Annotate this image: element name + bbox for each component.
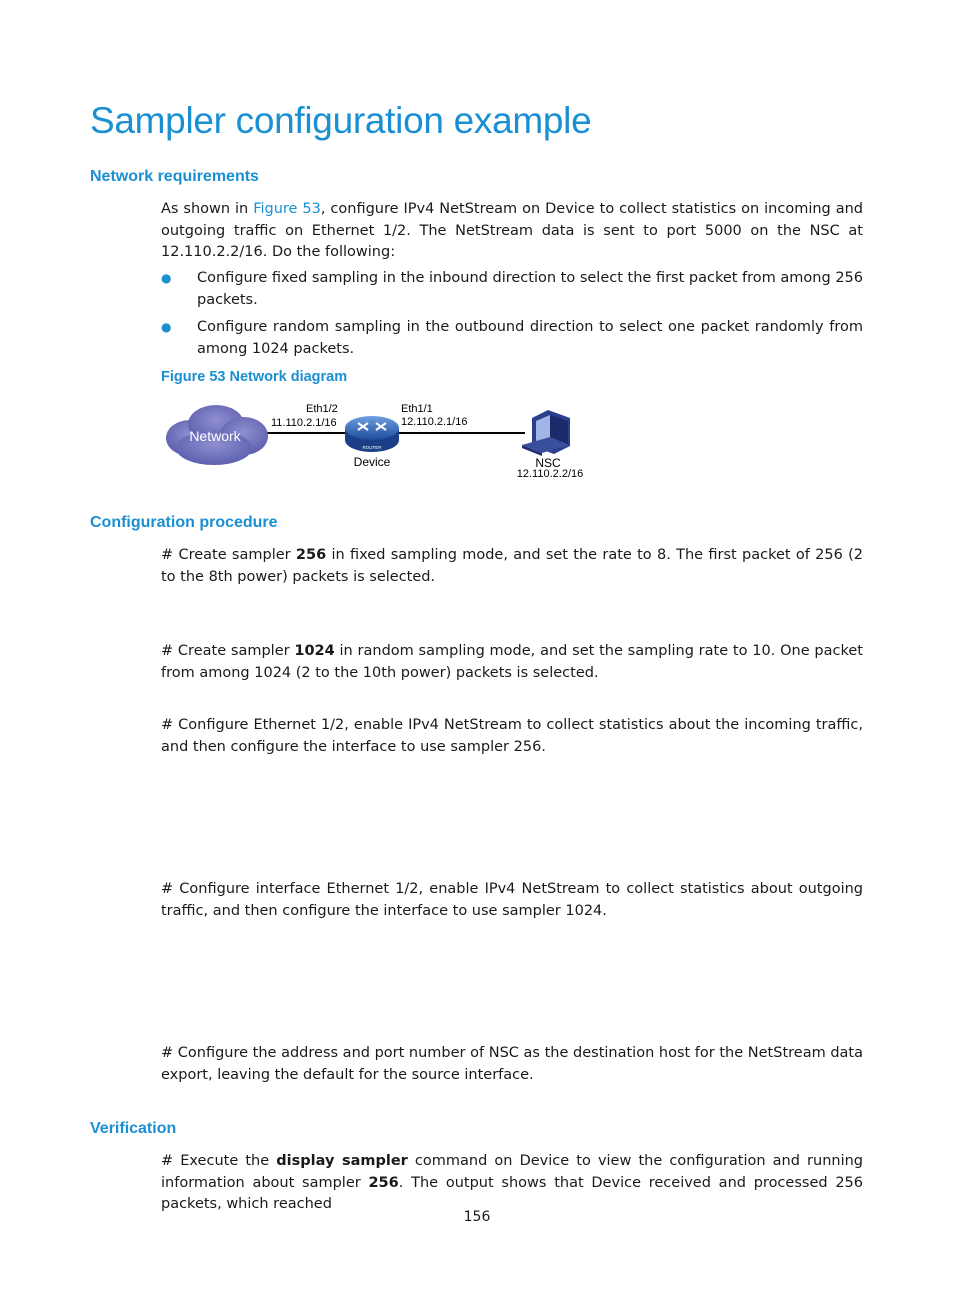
verification-text: # Execute the — [161, 1153, 277, 1169]
heading-network-requirements: Network requirements — [90, 168, 259, 185]
list-item — [161, 268, 863, 311]
network-diagram — [150, 390, 620, 490]
step-text: # Create sampler — [161, 547, 296, 563]
eth12-ip: 11.110.2.1/16 — [271, 417, 337, 429]
verification-text: . The output shows that Device received and processed 256 packets, which reached — [161, 1174, 863, 1212]
sampler-256-name: 256 — [295, 547, 327, 563]
intro-text-after: , configure IPv4 NetStream on Device to collect statistics on incoming and outgoing traffic on Ethernet 1/2. The NetStream data is sent to port 5000 on the NSC at 12.110.2.2/16. Do the following: — [161, 201, 863, 260]
eth11-label: Eth1/1 — [401, 403, 433, 415]
step-create-sampler-1024 — [161, 641, 863, 684]
router-badge: ROUTER — [362, 445, 382, 450]
eth11-ip: 12.110.2.1/16 — [401, 416, 468, 428]
step-create-sampler-256 — [161, 545, 863, 588]
list-item-text: Configure fixed sampling in the inbound direction to select the first packet from among 256 packets. — [197, 270, 863, 308]
nsc-ip: 12.110.2.2/16 — [516, 468, 584, 480]
page-title: Sampler configuration example — [90, 100, 592, 141]
step-configure-outbound: # Configure interface Ethernet 1/2, enable IPv4 NetStream to collect statistics about outgoing traffic, and then configure the interface to use sampler 1024. — [161, 881, 863, 919]
intro-paragraph — [161, 199, 863, 264]
display-sampler-command: display sampler — [276, 1153, 408, 1169]
heading-configuration-procedure: Configuration procedure — [90, 514, 278, 531]
step-configure-inbound: # Configure Ethernet 1/2, enable IPv4 NetStream to collect statistics about the incoming traffic, and then configure the interface to use sampler 256. — [161, 717, 863, 755]
intro-text-before: As shown in — [161, 201, 254, 217]
network-label: Network — [189, 428, 241, 444]
verification-text: command on Device to view the configuration and running information about sampler — [161, 1153, 863, 1191]
step-text: in random sampling mode, and set the sampling rate to 10. One packet from among 1024 (2 to the 10th power) packets is selected. — [161, 643, 863, 681]
figure-53-link[interactable]: Figure 53 — [253, 201, 321, 217]
verification-paragraph — [161, 1151, 863, 1216]
heading-verification: Verification — [90, 1120, 177, 1137]
device-label: Device — [353, 455, 391, 469]
bullet-dot-icon: ● — [161, 320, 172, 334]
nsc-label: NSC — [535, 456, 561, 470]
eth12-label: Eth1/2 — [306, 403, 338, 415]
bullet-dot-icon: ● — [161, 271, 172, 285]
sampler-1024-name: 1024 — [294, 643, 335, 659]
step-text: # Create sampler — [161, 643, 295, 659]
page-number: 156 — [463, 1209, 491, 1225]
sampler-256-ref: 256 — [368, 1174, 399, 1191]
list-item — [161, 317, 863, 360]
step-text: in fixed sampling mode, and set the rate to 8. The first packet of 256 (2 to the 8th power) packets is selected. — [161, 547, 863, 585]
list-item-text: Configure random sampling in the outbound direction to select one packet randomly from among 1024 packets. — [197, 319, 863, 357]
figure-caption: Figure 53 Network diagram — [161, 369, 348, 385]
step-configure-export-host: # Configure the address and port number of NSC as the destination host for the NetStream data export, leaving the default for the source interface. — [161, 1045, 863, 1083]
nsc-computer-icon — [522, 410, 570, 456]
